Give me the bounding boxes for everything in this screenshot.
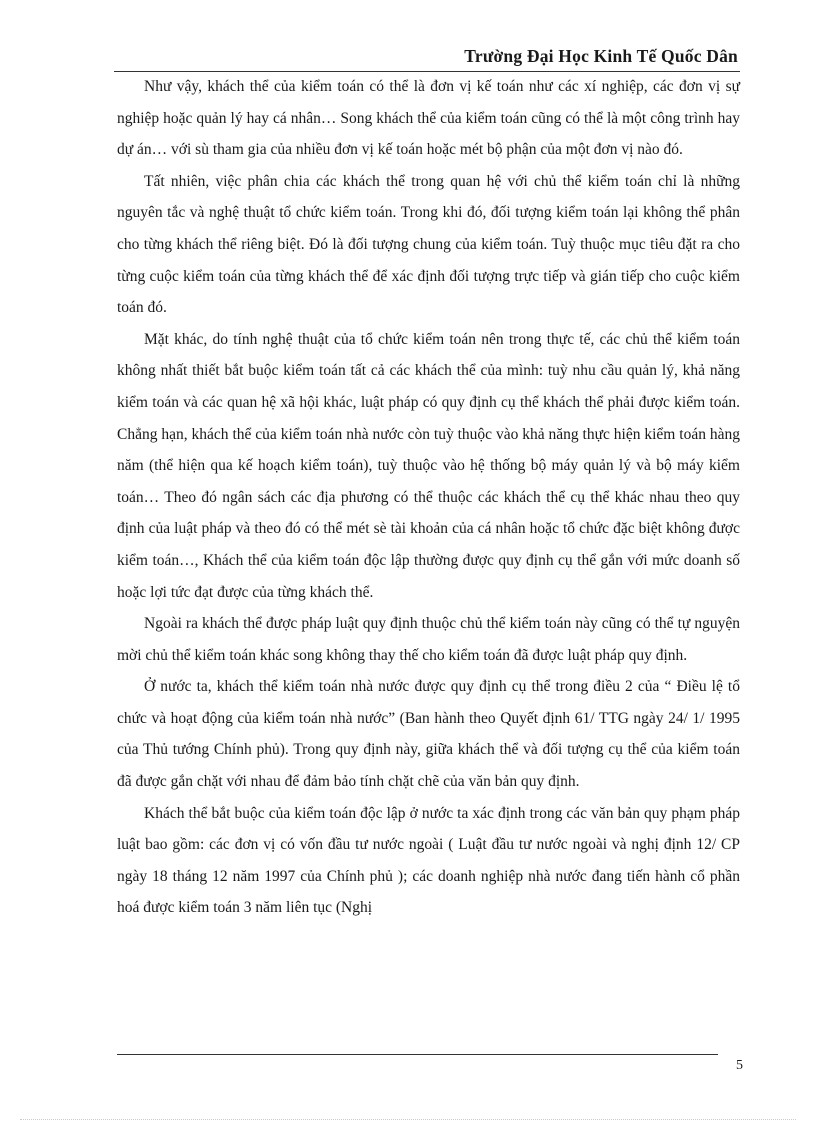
document-body [117,71,740,924]
paragraph-4: Ngoài ra khách thể được pháp luật quy định thuộc chủ thể kiểm toán này cũng có thể tự nguyện mời chủ thể kiểm toán khác song không thay thế cho kiểm toán đã được luật pháp quy định. [117,615,740,664]
page-number: 5 [736,1058,743,1073]
page-bottom-border [20,1119,796,1120]
paragraph-1: Như vậy, khách thể của kiểm toán có thể là đơn vị kế toán như các xí nghiệp, các đơn vị sự nghiệp hoặc quản lý hay cá nhân… Song khách thể của kiểm toán cũng có thể là một công trình hay dự án… với sù tham gia của nhiều đơn vị kế toán hoặc mét bộ phận của một đơn vị nào đó. [117,78,740,159]
paragraph-2: Tất nhiên, việc phân chia các khách thể trong quan hệ với chủ thể kiểm toán chỉ là những nguyên tắc và nghệ thuật tổ chức kiểm toán. Trong khi đó, đối tượng kiểm toán lại không thể phân cho từng khách thể riêng biệt. Đó là đối tượng chung của kiểm toán. Tuỳ thuộc mục tiêu đặt ra cho từng cuộc kiểm toán của từng khách thể để xác định đối tượng trực tiếp và gián tiếp cho cuộc kiểm toán đó. [117,172,740,317]
footer-divider [117,1054,718,1055]
paragraph-6: Khách thể bắt buộc của kiểm toán độc lập ở nước ta xác định trong các văn bản quy phạm pháp luật bao gồm: các đơn vị có vốn đầu tư nước ngoài ( Luật đầu tư nước ngoài và nghị định 12/ CP ngày 18 tháng 12 năm 1997 của Chính phủ ); các doanh nghiệp nhà nước đang tiến hành cổ phần hoá được kiểm toán 3 năm liên tục (Nghị [117,804,740,917]
paragraph-5: Ở nước ta, khách thể kiểm toán nhà nước được quy định cụ thể trong điều 2 của “ Điều lệ tổ chức và hoạt động của kiểm toán nhà nước” (Ban hành theo Quyết định 61/ TTG ngày 24/ 1/ 1995 của Thủ tướng Chính phủ). Trong quy định này, giữa khách thể và đối tượng cụ thể của kiểm toán đã được gắn chặt với nhau để đảm bảo tính chặt chẽ của văn bản quy định. [117,678,740,791]
paragraph-3: Mặt khác, do tính nghệ thuật của tổ chức kiểm toán nên trong thực tế, các chủ thể kiểm toán không nhất thiết bắt buộc kiểm toán tất cả các khách thể của mình: tuỳ nhu cầu quản lý, khả năng kiểm toán và các quan hệ xã hội khác, luật pháp có quy định cụ thể khách thể phải được kiểm toán. Chẳng hạn, khách thể của kiểm toán nhà nước còn tuỳ thuộc vào khả năng thực hiện kiểm toán hàng năm (thể hiện qua kế hoạch kiểm toán), tuỳ thuộc vào hệ thống bộ máy quản lý và bộ máy kiểm toán… Theo đó ngân sách các địa phương có thể thuộc các khách thể cụ thể khác nhau theo quy định của luật pháp và theo đó có thể mét sè tài khoản của cá nhân hoặc tổ chức đặc biệt không được kiểm toán…, Khách thể của kiểm toán độc lập thường được quy định cụ thể gắn với mức doanh số hoặc lợi tức đạt được của từng khách thể. [117,330,740,601]
header-title: Trường Đại Học Kinh Tế Quốc Dân [464,46,738,66]
